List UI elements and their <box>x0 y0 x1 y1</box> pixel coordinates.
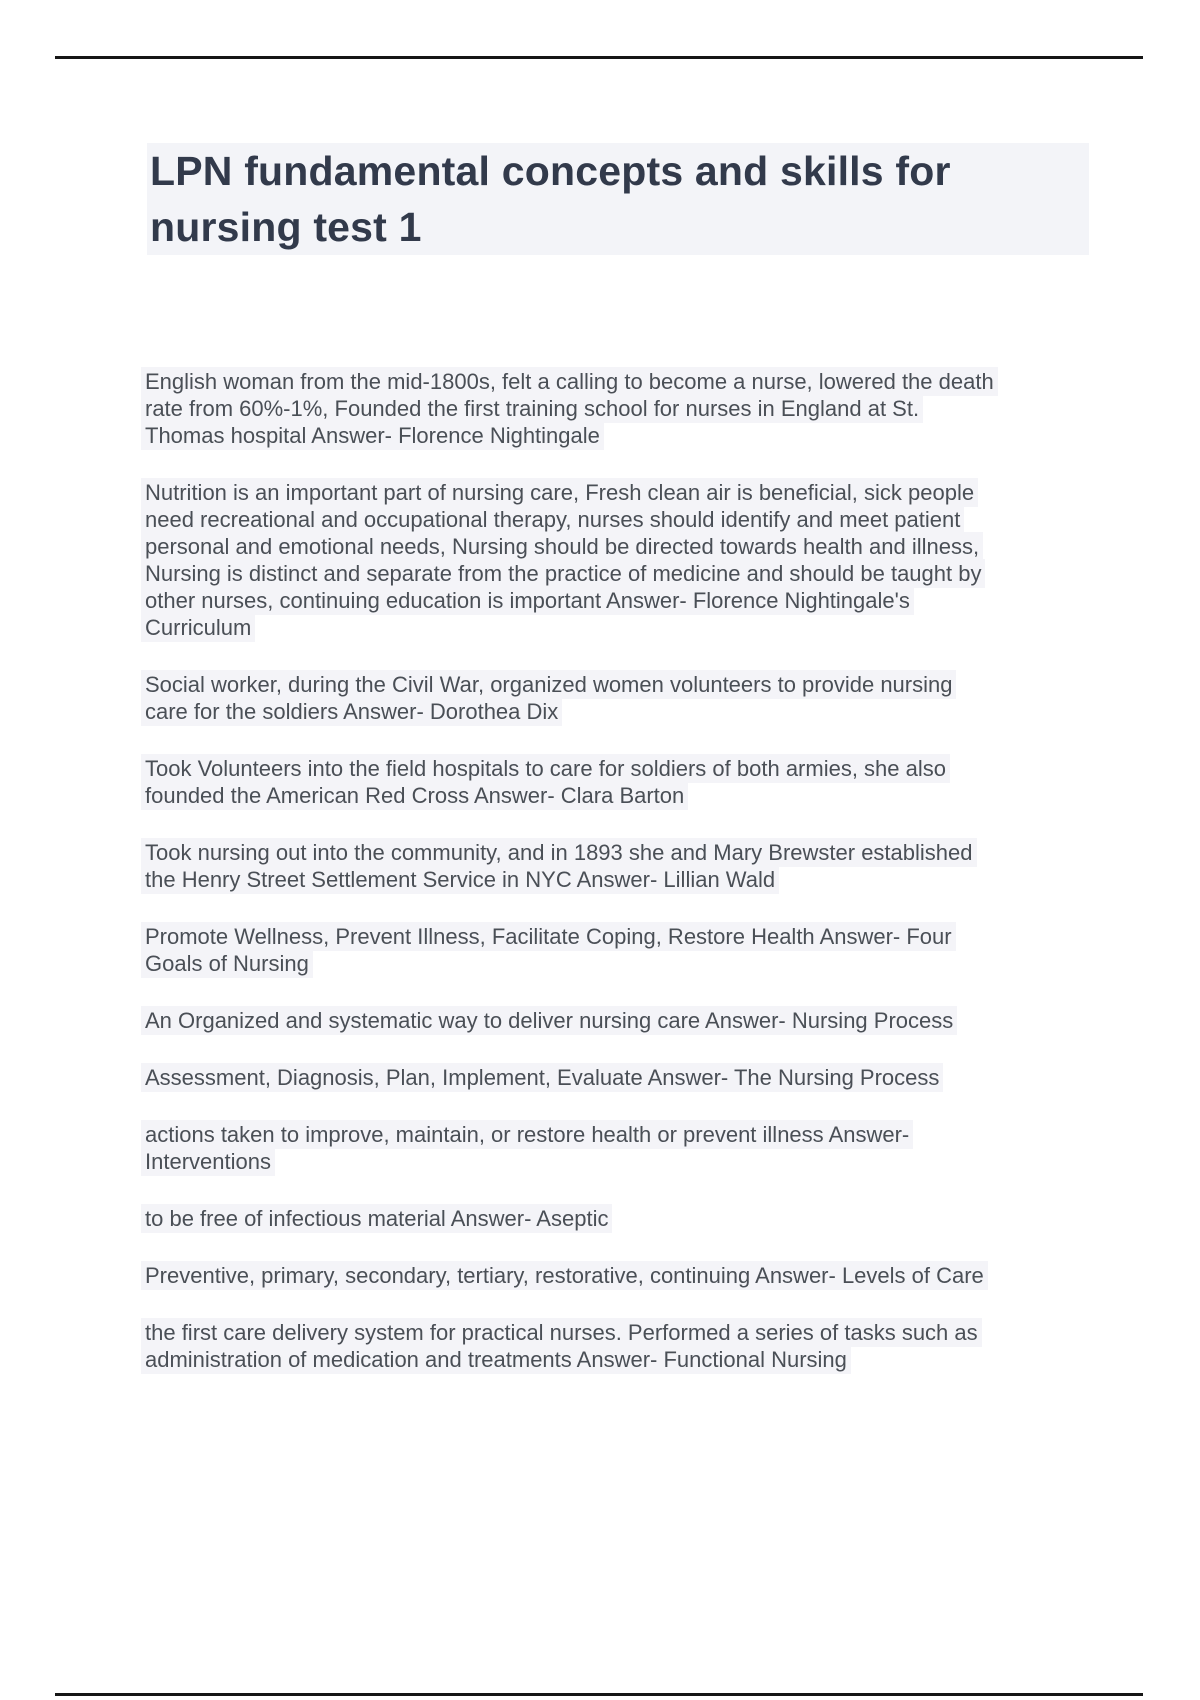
qa-line <box>141 671 1106 698</box>
qa-paragraph <box>141 755 1106 809</box>
qa-line <box>141 1346 1106 1373</box>
qa-line-text: the Henry Street Settlement Service in NYC Answer- Lillian Wald <box>141 865 779 894</box>
qa-line <box>141 1319 1106 1346</box>
qa-line <box>141 614 1106 641</box>
qa-line-text: Goals of Nursing <box>141 949 313 978</box>
qa-line-text: the first care delivery system for practical nurses. Performed a series of tasks such as <box>141 1318 982 1347</box>
qa-line-text: need recreational and occupational therapy, nurses should identify and meet patient <box>141 505 964 534</box>
qa-line <box>141 1064 1106 1091</box>
qa-line-text: Interventions <box>141 1147 275 1176</box>
qa-line <box>141 782 1106 809</box>
qa-line-text: Took nursing out into the community, and in 1893 she and Mary Brewster established <box>141 838 977 867</box>
document-body <box>141 368 1106 1373</box>
qa-line-text: Preventive, primary, secondary, tertiary, restorative, continuing Answer- Levels of Care <box>141 1261 988 1290</box>
qa-line-text: administration of medication and treatments Answer- Functional Nursing <box>141 1345 851 1374</box>
qa-line <box>141 395 1106 422</box>
qa-line-text: actions taken to improve, maintain, or restore health or prevent illness Answer- <box>141 1120 913 1149</box>
qa-line-text: other nurses, continuing education is important Answer- Florence Nightingale's <box>141 586 914 615</box>
qa-paragraph <box>141 1205 1106 1232</box>
qa-line-text: An Organized and systematic way to deliver nursing care Answer- Nursing Process <box>141 1006 957 1035</box>
qa-line-text: Curriculum <box>141 613 255 642</box>
qa-line-text: English woman from the mid-1800s, felt a calling to become a nurse, lowered the death <box>141 367 998 396</box>
qa-line-text: Thomas hospital Answer- Florence Nightingale <box>141 421 604 450</box>
qa-paragraph <box>141 1262 1106 1289</box>
qa-line <box>141 506 1106 533</box>
qa-paragraph <box>141 368 1106 449</box>
qa-paragraph <box>141 1121 1106 1175</box>
qa-line <box>141 1148 1106 1175</box>
qa-line <box>141 923 1106 950</box>
qa-line-text: rate from 60%-1%, Founded the first training school for nurses in England at St. <box>141 394 923 423</box>
qa-line <box>141 533 1106 560</box>
qa-line <box>141 755 1106 782</box>
qa-line <box>141 950 1106 977</box>
qa-paragraph <box>141 1319 1106 1373</box>
qa-line-text: Assessment, Diagnosis, Plan, Implement, Evaluate Answer- The Nursing Process <box>141 1063 943 1092</box>
qa-line <box>141 1205 1106 1232</box>
qa-line <box>141 866 1106 893</box>
qa-line <box>141 368 1106 395</box>
qa-paragraph <box>141 479 1106 641</box>
page-title <box>147 143 1089 255</box>
top-rule <box>55 56 1143 59</box>
qa-line-text: Nursing is distinct and separate from the practice of medicine and should be taught by <box>141 559 985 588</box>
qa-line-text: personal and emotional needs, Nursing should be directed towards health and illness, <box>141 532 983 561</box>
qa-line <box>141 587 1106 614</box>
qa-line-text: Took Volunteers into the field hospitals to care for soldiers of both armies, she also <box>141 754 950 783</box>
qa-line <box>141 479 1106 506</box>
qa-line-text: Nutrition is an important part of nursing care, Fresh clean air is beneficial, sick people <box>141 478 978 507</box>
qa-line-text: care for the soldiers Answer- Dorothea Dix <box>141 697 562 726</box>
qa-line-text: founded the American Red Cross Answer- Clara Barton <box>141 781 688 810</box>
qa-paragraph <box>141 839 1106 893</box>
qa-line <box>141 560 1106 587</box>
qa-line-text: Promote Wellness, Prevent Illness, Facilitate Coping, Restore Health Answer- Four <box>141 922 956 951</box>
page-title-line: LPN fundamental concepts and skills for <box>150 148 951 194</box>
qa-line <box>141 698 1106 725</box>
qa-line <box>141 1007 1106 1034</box>
page-title-line: nursing test 1 <box>150 204 422 250</box>
qa-line-text: Social worker, during the Civil War, organized women volunteers to provide nursing <box>141 670 956 699</box>
qa-paragraph <box>141 1007 1106 1034</box>
qa-line-text: to be free of infectious material Answer- Aseptic <box>141 1204 612 1233</box>
qa-line <box>141 839 1106 866</box>
qa-line <box>141 1121 1106 1148</box>
qa-paragraph <box>141 923 1106 977</box>
qa-paragraph <box>141 671 1106 725</box>
bottom-rule <box>55 1693 1143 1696</box>
qa-line <box>141 422 1106 449</box>
qa-line <box>141 1262 1106 1289</box>
qa-paragraph <box>141 1064 1106 1091</box>
